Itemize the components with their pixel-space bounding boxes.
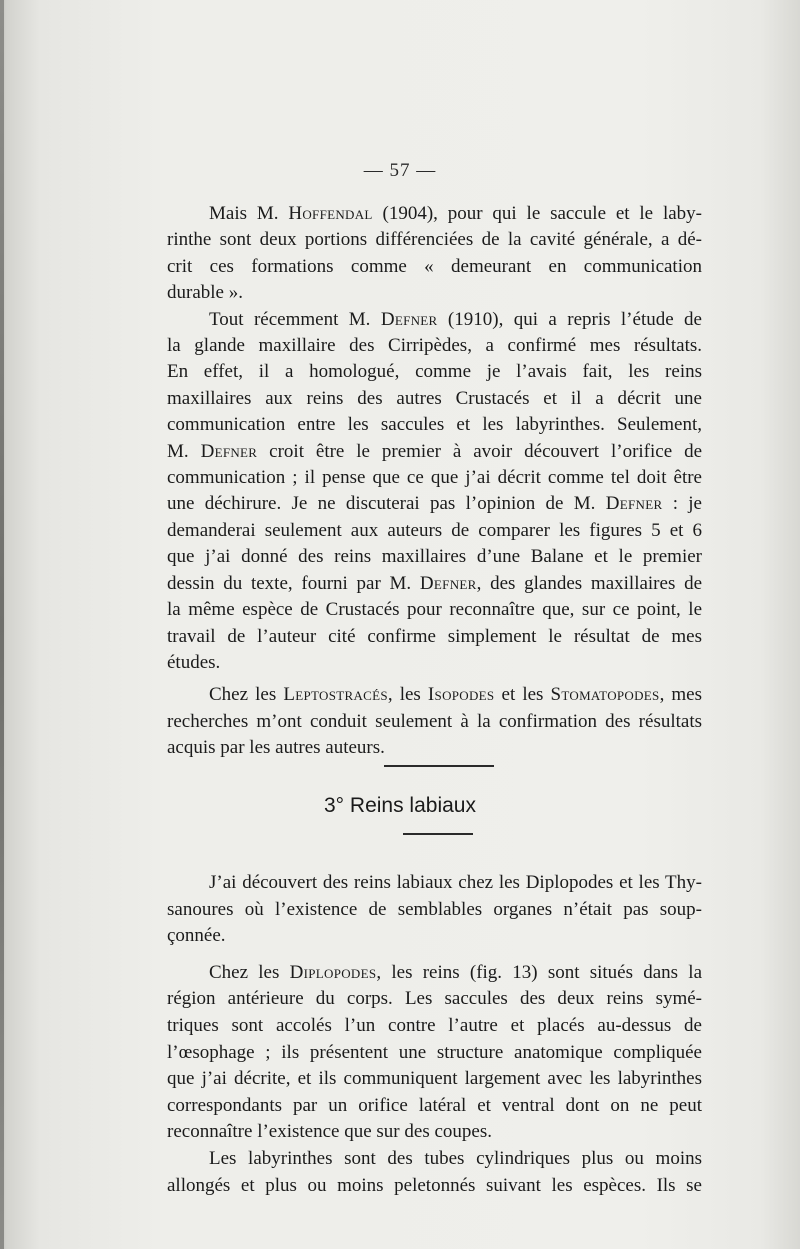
text-line: études. [167,651,221,673]
text-line: maxillaires aux reins des autres Crustacés et il a décrit une [167,387,702,409]
section-divider-top [384,765,494,767]
paragraph-3 [167,682,702,761]
author-name: Defner [200,440,258,462]
text-line: Mais M. Hoffendal (1904), pour qui le saccule et le laby- [209,203,702,224]
author-name: Defner [380,308,438,330]
paragraph-6 [167,1146,702,1199]
text-line: Tout récemment M. Defner (1910), qui a repris l’étude de [209,308,702,330]
text-line: une déchirure. Je ne discuterai pas l’opinion de M. Defner : je [167,493,702,515]
author-name: Hoffendal [288,203,373,224]
text-line: communication ; il pense que ce que j’ai décrit comme tel doit être [167,467,702,489]
text-line: Les labyrinthes sont des tubes cylindriques plus ou moins [209,1147,702,1169]
author-name: Defner [605,493,663,515]
text-line: dessin du texte, fourni par M. Defner, des glandes maxillaires de [167,572,702,594]
text-line: la glande maxillaire des Cirripèdes, a confirmé mes résultats. [167,335,702,357]
page-number: — 57 — [363,160,437,181]
text-line: Chez les Diplopodes, les reins (fig. 13) sont situés dans la [209,961,702,983]
text-line: travail de l’auteur cité confirme simplement le résultat de mes [167,625,702,647]
text-line: sanoures où l’existence de semblables organes n’était pas soup- [167,898,702,920]
text-line: reconnaître l’existence que sur des coupes. [167,1121,492,1143]
text-line: En effet, il a homologué, comme je l’avais fait, les reins [167,361,702,383]
paragraph-5 [167,960,702,1146]
text-line: Chez les Leptostracés, les Isopodes et les Stomatopodes, mes [209,684,703,706]
text-line: la même espèce de Crustacés pour reconnaître que, sur ce point, le [167,599,702,621]
text-line: rinthe sont deux portions différenciées de la cavité générale, a dé- [167,229,702,251]
paragraph-4 [167,870,702,950]
body-text-top [167,201,702,762]
text-line: M. Defner croit être le premier à avoir découvert l’orifice de [167,440,702,462]
text-line: recherches m’ont conduit seulement à la confirmation des résultats [167,710,702,732]
author-name: Defner [419,572,477,594]
text-line: que j’ai donné des reins maxillaires d’une Balane et le premier [167,546,702,568]
paragraph-1 [167,201,702,307]
text-line: demanderai seulement aux auteurs de comparer les figures 5 et 6 [167,519,702,541]
text-line: l’œsophage ; ils présentent une structure anatomique compliquée [167,1041,702,1063]
paragraph-2 [167,307,702,677]
text-line: région antérieure du corps. Les saccules des deux reins symé- [167,988,702,1010]
text-line: allongés et plus ou moins peletonnés suivant les espèces. Ils se [167,1174,702,1196]
text-line: triques sont accolés l’un contre l’autre et placés au-dessus de [167,1014,702,1036]
text-line: crit ces formations comme « demeurant en communication [167,255,702,277]
text-line: correspondants par un orifice latéral et ventral dont on ne peut [167,1094,702,1116]
text-line: communication entre les saccules et les labyrinthes. Seulement, [167,414,702,436]
text-line: que j’ai décrite, et ils communiquent largement avec les labyrinthes [167,1068,702,1090]
page-edge-shadow [0,0,4,1249]
section-heading: 3° Reins labiaux [324,794,476,817]
text-line: J’ai découvert des reins labiaux chez les Diplopodes et les Thy- [209,872,702,893]
text-line: acquis par les autres auteurs. [167,737,385,759]
text-line: çonnée. [167,925,226,947]
text-line: durable ». [167,282,243,304]
body-text-bottom [167,870,702,1199]
section-divider-bottom [403,833,473,835]
